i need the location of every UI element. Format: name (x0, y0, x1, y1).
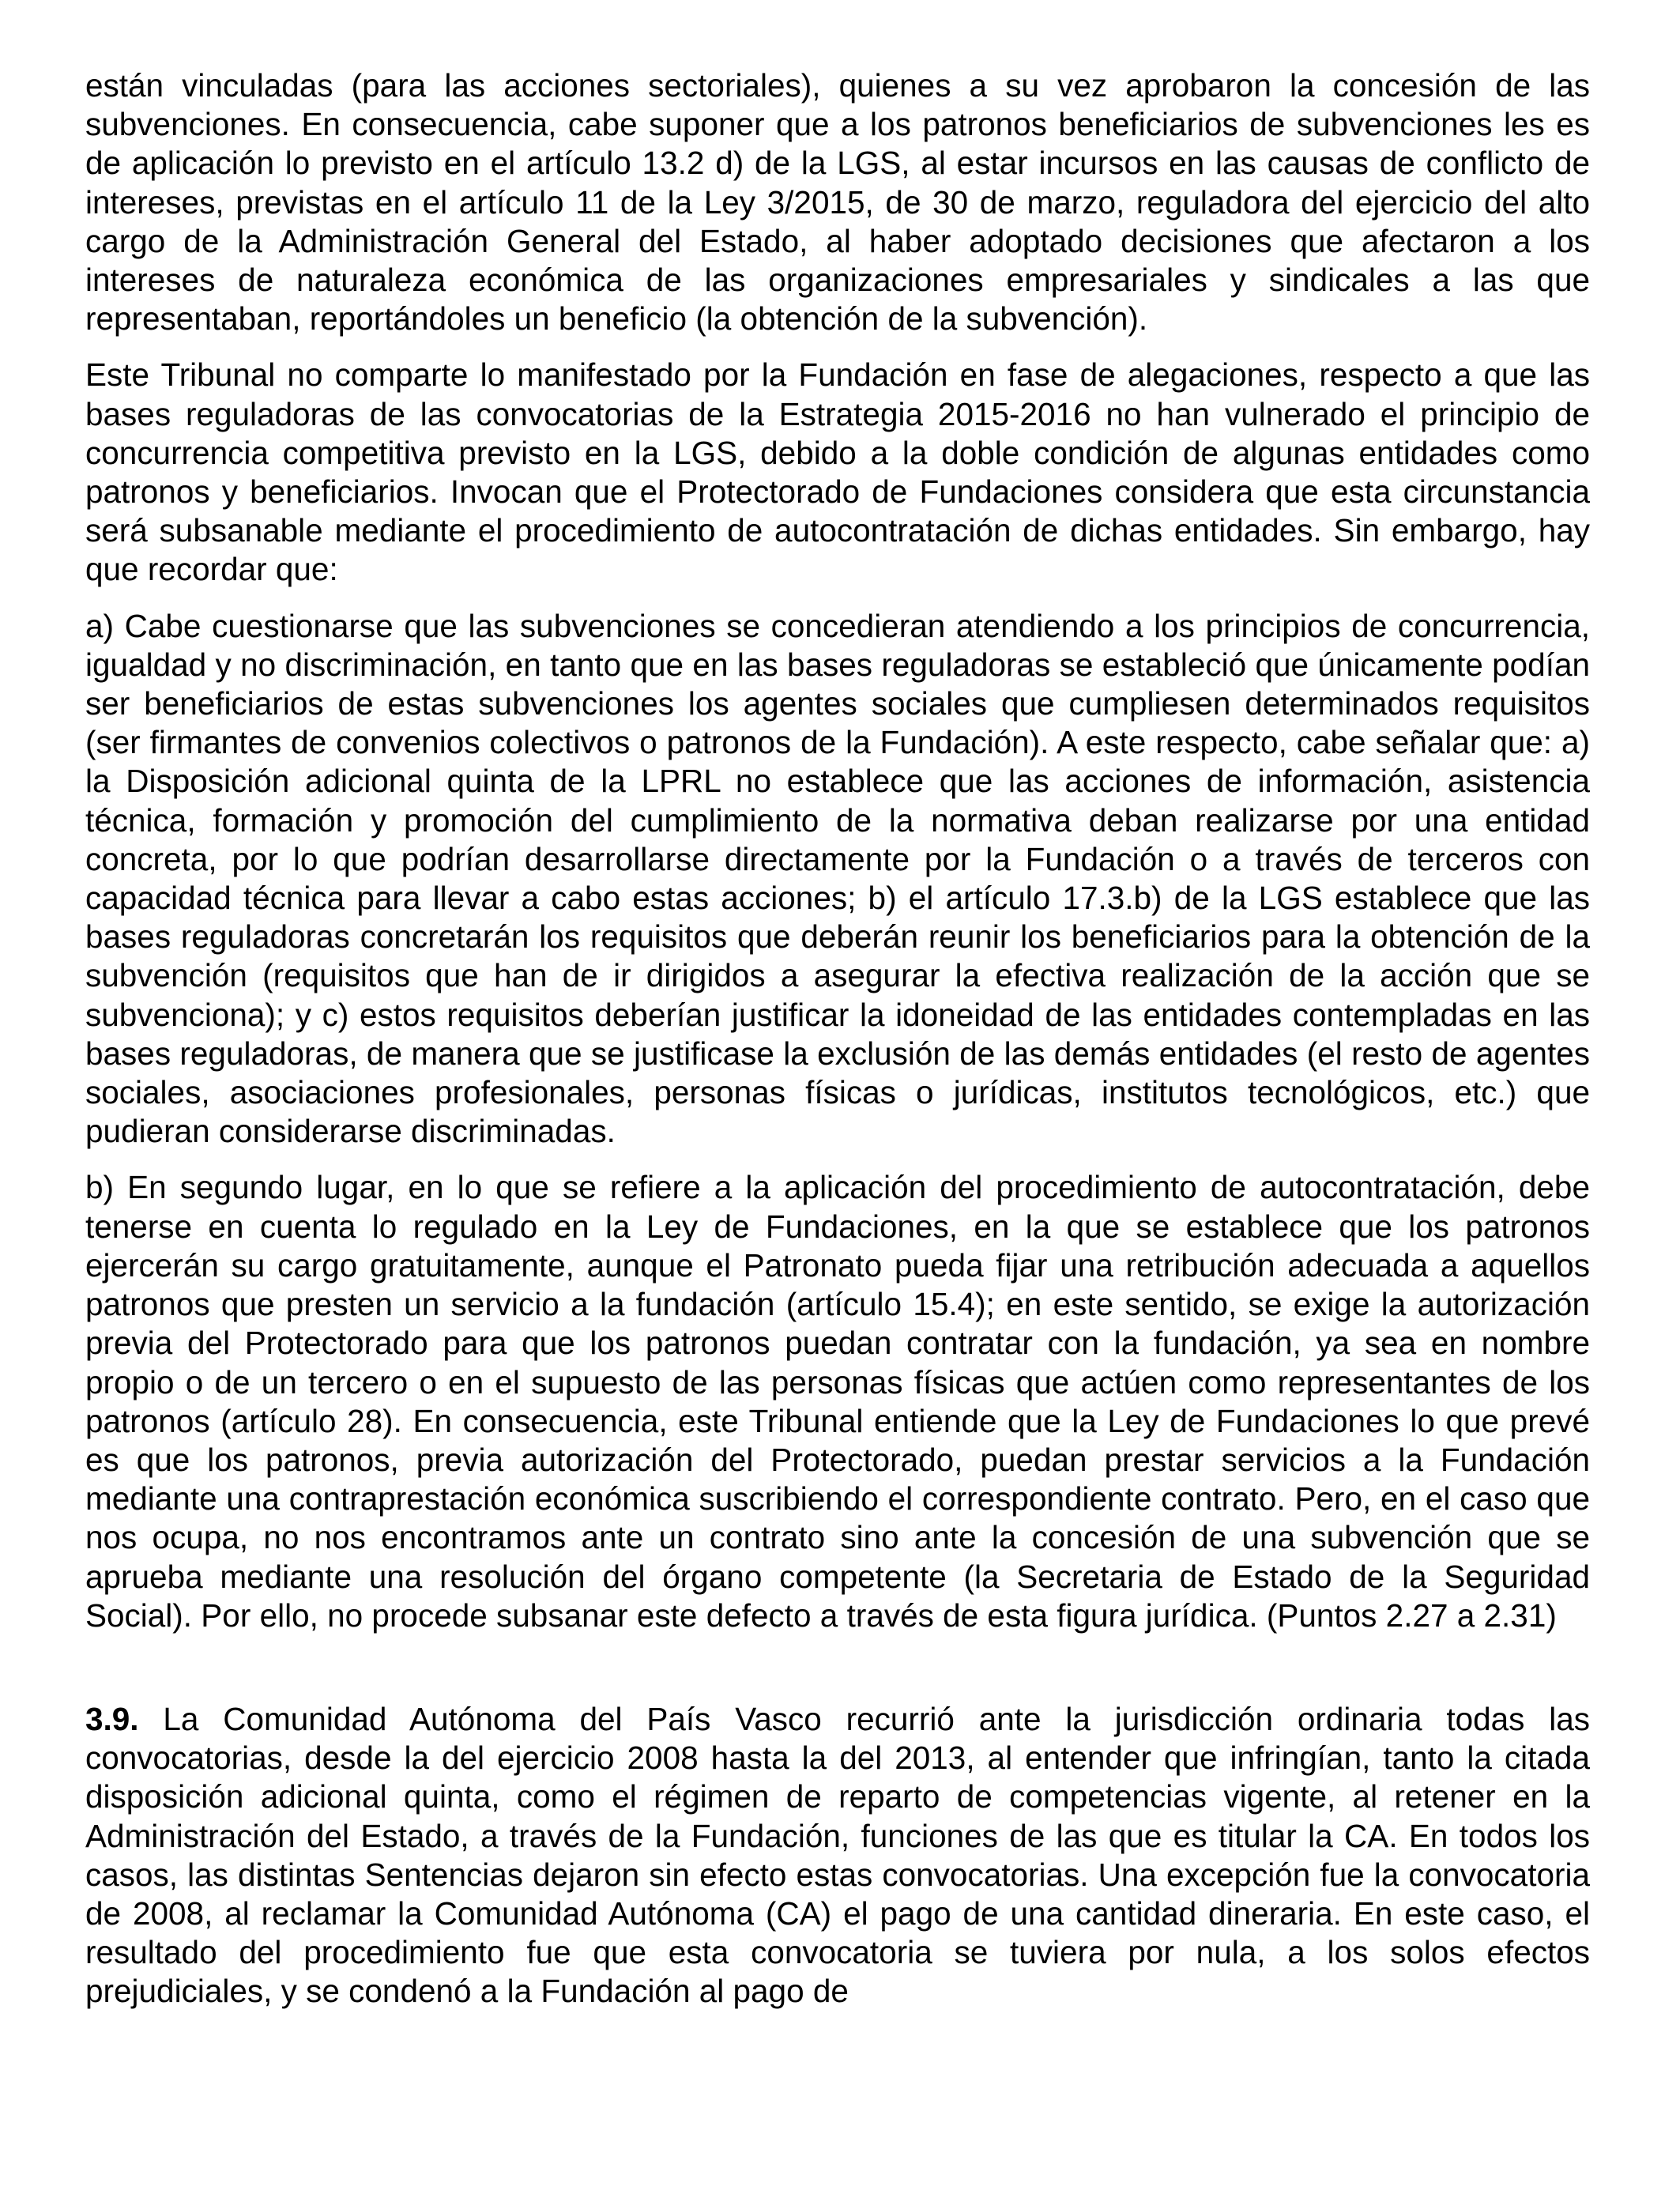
document-page (85, 66, 1590, 2029)
paragraph-conflict-of-interest: están vinculadas (para las acciones sectoriales), quienes a su vez aprobaron la concesión de las subvenciones. En consecuencia, cabe suponer que a los patronos beneficiarios de subvenciones les es de aplicación lo previsto en el artículo 13.2 d) de la LGS, al estar incursos en las causas de conflicto de intereses, previstas en el artículo 11 de la Ley 3/2015, de 30 de marzo, reguladora del ejercicio del alto cargo de la Administración General del Estado, al haber adoptado decisiones que afectaron a los intereses de naturaleza económica de las organizaciones empresariales y sindicales a las que representaban, reportándoles un beneficio (la obtención de la subvención). (85, 67, 1590, 337)
section-text: La Comunidad Autónoma del País Vasco recurrió ante la jurisdicción ordinaria todas las convocatorias, desde la del ejercicio 2008 hasta la del 2013, al entender que infringían, tanto la citada disposición adicional quinta, como el régimen de reparto de competencias vigente, al retener en la Administración del Estado, a través de la Fundación, funciones de las que es titular la CA. En todos los casos, las distintas Sentencias dejaron sin efecto estas convocatorias. Una excepción fue la convocatoria de 2008, al reclamar la Comunidad Autónoma (CA) el pago de una cantidad dineraria. En este caso, el resultado del procedimiento fue que esta convocatoria se tuviera por nula, a los solos efectos prejudiciales, y se condenó a la Fundación al pago de (85, 1700, 1590, 2010)
paragraph-tribunal-opinion: Este Tribunal no comparte lo manifestado por la Fundación en fase de alegaciones, respecto a que las bases reguladoras de las convocatorias de la Estrategia 2015-2016 no han vulnerado el principio de concurrencia competitiva previsto en la LGS, debido a la doble condición de algunas entidades como patronos y beneficiarios. Invocan que el Protectorado de Fundaciones considera que esta circunstancia será subsanable mediante el procedimiento de autocontratación de dichas entidades. Sin embargo, hay que recordar que: (85, 356, 1590, 588)
paragraph-point-a: a) Cabe cuestionarse que las subvenciones se concedieran atendiendo a los principios de concurrencia, igualdad y no discriminación, en tanto que en las bases reguladoras se estableció que únicamente podían ser beneficiarios de estas subvenciones los agentes sociales que cumpliesen determinados requisitos (ser firmantes de convenios colectivos o patronos de la Fundación). A este respecto, cabe señalar que: a) la Disposición adicional quinta de la LPRL no establece que las acciones de información, asistencia técnica, formación y promoción del cumplimiento de la normativa deban realizarse por una entidad concreta, por lo que podrían desarrollarse directamente por la Fundación o a través de terceros con capacidad técnica para llevar a cabo estas acciones; b) el artículo 17.3.b) de la LGS establece que las bases reguladoras concretarán los requisitos que deberán reunir los beneficiarios para la obtención de la subvención (requisitos que han de ir dirigidos a asegurar la efectiva realización de la acción que se subvenciona); y c) estos requisitos deberían justificar la idoneidad de las entidades contempladas en las bases reguladoras, de manera que se justificase la exclusión de las demás entidades (el resto de agentes sociales, asociaciones profesionales, personas físicas o jurídicas, institutos tecnológicos, etc.) que pudieran considerarse discriminadas. (85, 607, 1590, 1150)
paragraph-point-b: b) En segundo lugar, en lo que se refiere a la aplicación del procedimiento de autocontratación, debe tenerse en cuenta lo regulado en la Ley de Fundaciones, en la que se establece que los patronos ejercerán su cargo gratuitamente, aunque el Patronato pueda fijar una retribución adecuada a aquellos patronos que presten un servicio a la fundación (artículo 15.4); en este sentido, se exige la autorización previa del Protectorado para que los patronos puedan contratar con la fundación, ya sea en nombre propio o de un tercero o en el supuesto de las personas físicas que actúen como representantes de los patronos (artículo 28). En consecuencia, este Tribunal entiende que la Ley de Fundaciones lo que prevé es que los patronos, previa autorización del Protectorado, puedan prestar servicios a la Fundación mediante una contraprestación económica suscribiendo el correspondiente contrato. Pero, en el caso que nos ocupa, no nos encontramos ante un contrato sino ante la concesión de una subvención que se aprueba mediante una resolución del órgano competente (la Secretaria de Estado de la Seguridad Social). Por ello, no procede subsanar este defecto a través de esta figura jurídica. (Puntos 2.27 a 2.31) (85, 1169, 1590, 1634)
section-number: 3.9. (85, 1700, 139, 1737)
section-3-9 (85, 1700, 1590, 2011)
